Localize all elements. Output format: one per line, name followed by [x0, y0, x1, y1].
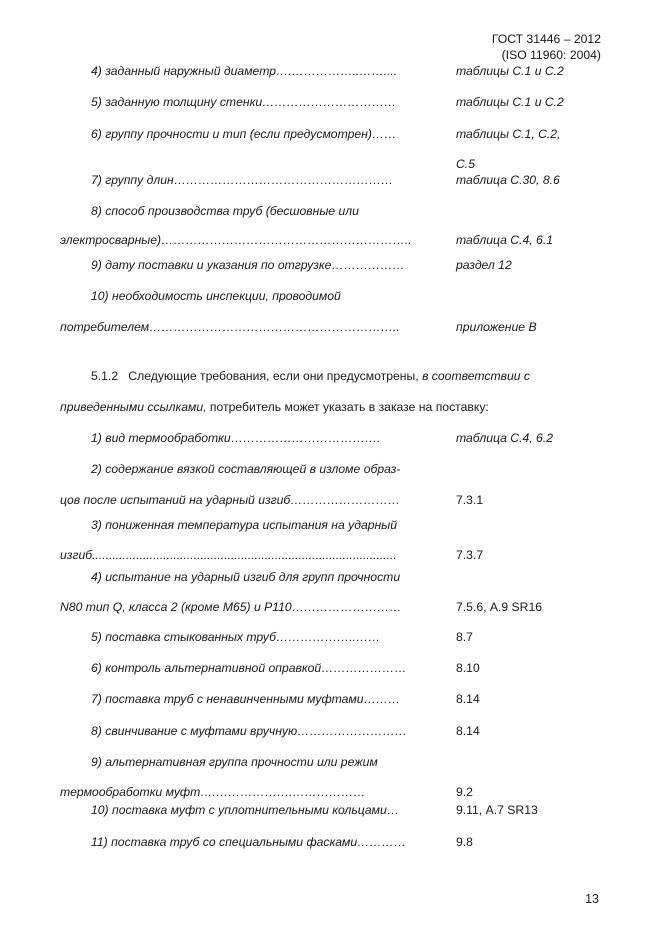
list-item-text-continued: электросварные)……………………………………………………..	[60, 233, 412, 247]
list-item-reference: таблицы С.1 и С.2	[456, 64, 564, 78]
list-item-reference: таблица С.30, 8.6	[456, 173, 560, 187]
list-item-reference: 7.3.1	[456, 493, 484, 507]
list-item-text: 11) поставка труб со специальными фасками…………	[91, 835, 406, 849]
list-item-text: 2) содержание вязкой составляющей в изломе образ-	[91, 462, 401, 476]
list-item-text: 7) поставка труб с ненавинченными муфтами………	[91, 692, 401, 706]
list-item-reference: 9.11, А.7 SR13	[456, 803, 538, 817]
paragraph-line	[91, 369, 530, 383]
paragraph-text-italic: приведенными ссылками,	[60, 400, 207, 414]
list-item-text-continued: термообработки муфт….……………….………………	[60, 785, 366, 799]
list-item-text: 1) вид термообработки……………………………….	[91, 431, 381, 445]
list-item-reference: 7.3.7	[456, 548, 484, 562]
list-item-text: 10) необходимость инспекции, проводимой	[91, 289, 341, 303]
list-item-reference: 7.5.6, А.9 SR16	[456, 600, 543, 614]
paragraph-line	[60, 400, 489, 414]
list-item-text: 3) пониженная температура испытания на ударный	[91, 518, 397, 532]
list-item-reference: 8.10	[456, 661, 480, 675]
list-item-reference: 8.7	[456, 630, 473, 644]
list-item-reference: таблицы С.1 и С.2	[456, 95, 564, 109]
list-item-text: 8) способ производства труб (бесшовные или	[91, 204, 359, 218]
list-item-reference: таблица С.4, 6.2	[456, 431, 553, 445]
list-item-reference: приложение В	[456, 320, 537, 334]
list-item-text: 6) группу прочности и тип (если предусмотрен)……	[91, 127, 397, 141]
list-item-text-continued: потребителем……………………………………………………..	[60, 320, 400, 334]
list-item-text-continued: изгиб..........................................................................................	[60, 548, 397, 562]
paragraph-text-italic: в соответствии с	[422, 369, 531, 383]
list-item-reference-continued: С.5	[456, 157, 475, 171]
list-item-reference: 9.8	[456, 835, 473, 849]
list-item-text: 7) группу длин………………………………………………	[91, 173, 394, 187]
list-item-text: 6) контроль альтернативной оправкой…………………	[91, 661, 407, 675]
list-item-text: 5) заданную толщину стенки……………………………	[91, 95, 397, 109]
list-item-text: 4) заданный наружный диаметр….……………..……....	[91, 64, 398, 78]
list-item-text: 10) поставка муфт с уплотнительными кольцами…	[91, 803, 400, 817]
list-item-reference: 8.14	[456, 724, 480, 738]
list-item-text: 5) поставка стыкованных труб………………..……	[91, 630, 381, 644]
document-code: ГОСТ 31446 – 2012	[491, 32, 601, 46]
list-item-text: 9) дату поставки и указания по отгрузке………………	[91, 258, 405, 272]
paragraph-text: потребитель может указать в заказе на поставку:	[209, 400, 489, 414]
list-item-reference: 8.14	[456, 692, 480, 706]
list-item-reference: 9.2	[456, 785, 473, 799]
page-number: 13	[585, 892, 599, 906]
list-item-reference: таблицы С.1, С.2,	[456, 127, 561, 141]
list-item-text-continued: N80 тип Q, класса 2 (кроме М65) и Р110………………………	[60, 600, 402, 614]
paragraph-text: Следующие требования, если они предусмотрены,	[128, 369, 419, 383]
list-item-text-continued: цов после испытаний на ударный изгиб………………………	[60, 493, 400, 507]
list-item-reference: таблица С.4, 6.1	[456, 233, 553, 247]
list-item-reference: раздел 12	[456, 258, 512, 272]
paragraph-number: 5.1.2	[91, 369, 119, 383]
document-iso-code: (ISO 11960: 2004)	[501, 48, 601, 62]
list-item-text: 8) свинчивание с муфтами вручную………………………	[91, 724, 407, 738]
list-item-text: 4) испытание на ударный изгиб для групп прочности	[91, 570, 401, 584]
list-item-text: 9) альтернативная группа прочности или режим	[91, 755, 378, 769]
